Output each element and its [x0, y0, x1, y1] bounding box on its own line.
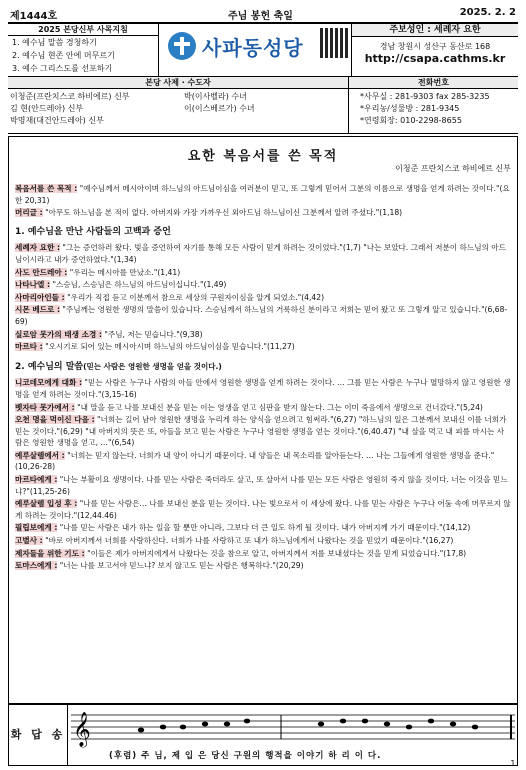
paragraph	[15, 304, 511, 327]
section-2-body	[15, 377, 511, 572]
paragraph-label: 제자들을 위한 기도 :	[15, 548, 85, 558]
paragraph	[15, 292, 511, 304]
parish-address: 경남 창원시 성산구 동산로 168	[379, 42, 491, 51]
paragraph-text: "스승님, 스승님은 하느님의 아드님이십니다."(1,49)	[50, 280, 227, 290]
paragraph-label: 세례자 요한 :	[15, 243, 61, 253]
paragraph-text: "너는 나를 보고서야 믿느냐? 보지 않고도 믿는 사람은 행복하다."(20,29)	[57, 561, 304, 571]
priest-list	[8, 91, 180, 127]
music-staff	[71, 709, 519, 749]
sister-name: 이(이스베르가) 수녀	[184, 104, 255, 113]
paragraph	[15, 450, 511, 473]
paragraph-text: "너희는 믿지 않는다. 너희가 내 양이 아니기 때문이다. 내 양들은 내 목소리를 알아듣는다. … 나는 그들에게 영원한 생명을 준다."(10,26-28)	[15, 450, 495, 472]
contact-title: 전화번호	[349, 77, 518, 89]
paragraph-label: 나타나엘 :	[15, 280, 51, 290]
paragraph-text: "아무도 하느님을 본 적이 없다. 아버지와 가장 가까우신 외아드님 하느님이신 그분께서 알려 주셨다."(1,18)	[42, 208, 403, 218]
contact-list	[360, 91, 520, 127]
treble-clef-icon: 𝄞	[73, 712, 91, 747]
paragraph-text: "그는 증언하러 왔다. 빛을 증언하여 자기를 통해 모든 사람이 믿게 하려는 것이었다."(1,7) "나는 보았다. 그래서 저분이 하느님의 아드님이시라고 내가 증언하였다."(1,34)	[15, 243, 506, 264]
paragraph-label: 예루살렘 입성 후 :	[15, 499, 78, 509]
paragraph-label: 예루살렘에서 :	[15, 450, 65, 460]
paragraph-text: "바로 아버지께서 너희를 사랑하신다. 너희가 나를 사랑하고 또 내가 하느님에게서 나왔다는 것을 믿었기 때문이다."(16,27)	[42, 536, 454, 546]
paragraph-text: "너희는 길어 남아 영원한 생명을 누리게 하는 양식을 얻으려고 힘써라."(6,27) "하느님의 일은 그분께서 보내신 이를 너희가 믿는 것이다."(6,29) "내 아버지의 뜻은 또, 아들을 보고 믿는 사람은 누구나 영원한 생명을 얻는 것이다."(6,40.47) "내 살을 먹고 내 피를 마시는 사람은 영원한 생명을 얻고, …"(6,54)	[15, 415, 507, 448]
pastoral-goal: 2. 예수님 현존 안에 머무르기	[12, 51, 115, 60]
feast-name: 주님 봉헌 축일	[228, 11, 293, 22]
paragraph	[15, 474, 511, 497]
paragraph-label: 머리글 :	[15, 208, 43, 218]
paragraph	[15, 522, 511, 534]
priest-name: 이청준(프란치스코 하비에르) 신부	[10, 92, 130, 101]
paragraph	[15, 267, 511, 279]
parish-info	[351, 24, 518, 76]
paragraph-label: 고별사 :	[15, 536, 43, 546]
paragraph-text: "예수님께서 메시아이며 하느님의 아드님이심을 여러분이 믿고, 또 그렇게 믿어서 그분의 이름으로 생명을 얻게 하려는 것이다."(요한 20,31)	[15, 184, 510, 205]
section-2-subtitle: (믿는 사람은 영원한 생명을 얻을 것이다.)	[83, 361, 222, 371]
intro-block	[15, 183, 511, 219]
paragraph	[15, 341, 511, 353]
paragraph-text: "우리는 메시아를 만났소."(1,41)	[67, 267, 181, 277]
paragraph	[15, 242, 511, 265]
paragraph-label: 시몬 베드로 :	[15, 305, 61, 315]
staff-section	[8, 77, 518, 134]
paragraph-text: "나를 믿는 사람은… 나를 보내신 분을 믿는 것이다. 나는 빛으로서 이 세상에 왔다. 나를 믿는 사람은 누구나 어둠 속에 머무르지 않게 하려는 것이다."(12,44.46)	[15, 499, 511, 520]
priest-name: 박명재(대건안드레아) 신부	[10, 116, 104, 125]
page-number: 1.	[510, 759, 518, 768]
paragraph-label: 실로암 못가의 태생 소경 :	[15, 329, 102, 339]
paragraph-text: "주님께는 영원한 생명의 말씀이 있습니다. 스승님께서 하느님의 거룩하신 분이라고 저희는 믿어 왔고 또 그렇게 알고 있습니다."(6,68-69)	[15, 305, 508, 326]
paragraph-text: "나는 부활이요 생명이다. 나를 믿는 사람은 죽더라도 살고, 또 살아서 나를 믿는 모든 사람은 영원히 죽지 않을 것이다. 너는 이것을 믿느냐?"(11,25-26)	[15, 475, 508, 496]
paragraph	[15, 279, 511, 291]
contact-line: *사무실 : 281-9303 fax 285-3235	[360, 92, 490, 101]
paragraph-label: 니코데모에게 대화 :	[15, 378, 83, 388]
qr-code-icon	[320, 28, 350, 58]
sister-name: 박(이사벨라) 수녀	[184, 92, 247, 101]
article-body	[15, 183, 511, 573]
issue-number: 제1444호	[10, 11, 58, 22]
paragraph-text: "주님, 저는 믿습니다."(9,38)	[101, 329, 203, 339]
article-box	[8, 136, 518, 704]
issue-date: 2025. 2. 2	[459, 7, 516, 18]
paragraph	[15, 377, 511, 400]
contact-line: *우리농/성물방 : 281-9345	[360, 104, 460, 113]
article-author: 이청준 프란치스코 하비에르 신부	[395, 164, 511, 173]
paragraph-label: 사마리아인들 :	[15, 292, 65, 302]
paragraph	[15, 329, 511, 341]
section-1-title: 1. 예수님을 만난 사람들의 고백과 증언	[15, 226, 171, 237]
paragraph	[15, 535, 511, 547]
paragraph-label: 필립보에게 :	[15, 523, 58, 533]
paragraph-label: 마르타 :	[15, 342, 43, 352]
paragraph	[15, 560, 511, 572]
paragraph	[15, 183, 511, 206]
paragraph	[15, 548, 511, 560]
psalm-lyrics: (후렴) 주 님, 제 입 은 당신 구원의 행적을 이야기 하 리 이 다.	[109, 751, 382, 761]
paragraph-label: 토마스에게 :	[15, 561, 58, 571]
psalm-response	[8, 704, 518, 766]
pastoral-goals-title: 2025 본당신부 사목지침	[8, 24, 158, 36]
paragraph-label: 복음서를 쓴 목적 :	[15, 184, 78, 193]
paragraph	[15, 414, 511, 449]
paragraph-label: 마르타에게 :	[15, 475, 58, 485]
divider	[348, 77, 349, 133]
priest-name: 김 현(안드레아) 신부	[10, 104, 84, 113]
section-1-body	[15, 242, 511, 352]
paragraph-text: "나를 믿는 사람은 내가 하는 일을 할 뿐만 아니라, 그보다 더 큰 일도 하게 될 것이다. 내가 아버지께 가기 때문이다."(14,12)	[57, 523, 471, 533]
paragraph	[15, 402, 511, 414]
parish-url[interactable]: http://csapa.cathms.kr	[364, 52, 506, 65]
sister-list	[184, 91, 334, 115]
paragraph	[15, 207, 511, 219]
paragraph-text: "오시기로 되어 있는 메시아시며 하느님의 아드님이심을 믿습니다."(11,27)	[42, 342, 295, 352]
paragraph-label: 사도 안드레아 :	[15, 267, 68, 277]
contact-line: *연령회장: 010-2298-8655	[360, 116, 462, 125]
parish-logo	[168, 28, 318, 68]
paragraph-text: "우리가 직접 듣고 이분께서 참으로 세상의 구원자이심을 알게 되었소."(4,42)	[64, 292, 325, 302]
top-bar	[8, 4, 518, 24]
psalm-label: 화 답 송	[9, 705, 68, 765]
paragraph-text: "내 말을 듣고 나를 보내신 분을 믿는 이는 영생을 얻고 심판을 받지 않는다. 그는 이미 죽음에서 생명으로 건너갔다."(5,24)	[74, 402, 483, 412]
paragraph-label: 오천 명을 먹이신 다음 :	[15, 415, 95, 425]
paragraph-text: "믿는 사람은 누구나 사람의 아들 안에서 영원한 생명을 얻게 하려는 것이다. … 그를 믿는 사람은 누구나 멸망하지 않고 영원한 생명을 얻게 하려는 것이다."(3,15-16)	[15, 378, 511, 399]
cross-emblem-icon	[168, 32, 196, 60]
paragraph-label: 벳자타 못가에서 :	[15, 402, 75, 412]
staff-title: 본당 사제 · 수도자	[8, 77, 348, 89]
section-2-title: 2. 예수님의 말씀	[15, 361, 84, 372]
pastoral-goal: 1. 예수님 말씀 경청하기	[12, 38, 97, 47]
article-title: 요한 복음서를 쓴 목적	[187, 149, 339, 164]
parish-name: 사파동성당	[202, 36, 304, 60]
pastoral-goal: 3. 예수 그리스도를 선포하기	[12, 64, 113, 73]
pastoral-goals	[8, 24, 159, 76]
paragraph	[15, 498, 511, 521]
section-2-heading	[15, 361, 511, 374]
patron-saint: 주보성인 : 세례자 요한	[352, 24, 518, 37]
paragraph-text: "이들은 제가 아버지에게서 나왔다는 것을 참으로 알고, 아버지께서 저를 보내셨다는 것을 믿게 되었습니다."(17,8)	[84, 548, 467, 558]
masthead	[8, 24, 518, 77]
